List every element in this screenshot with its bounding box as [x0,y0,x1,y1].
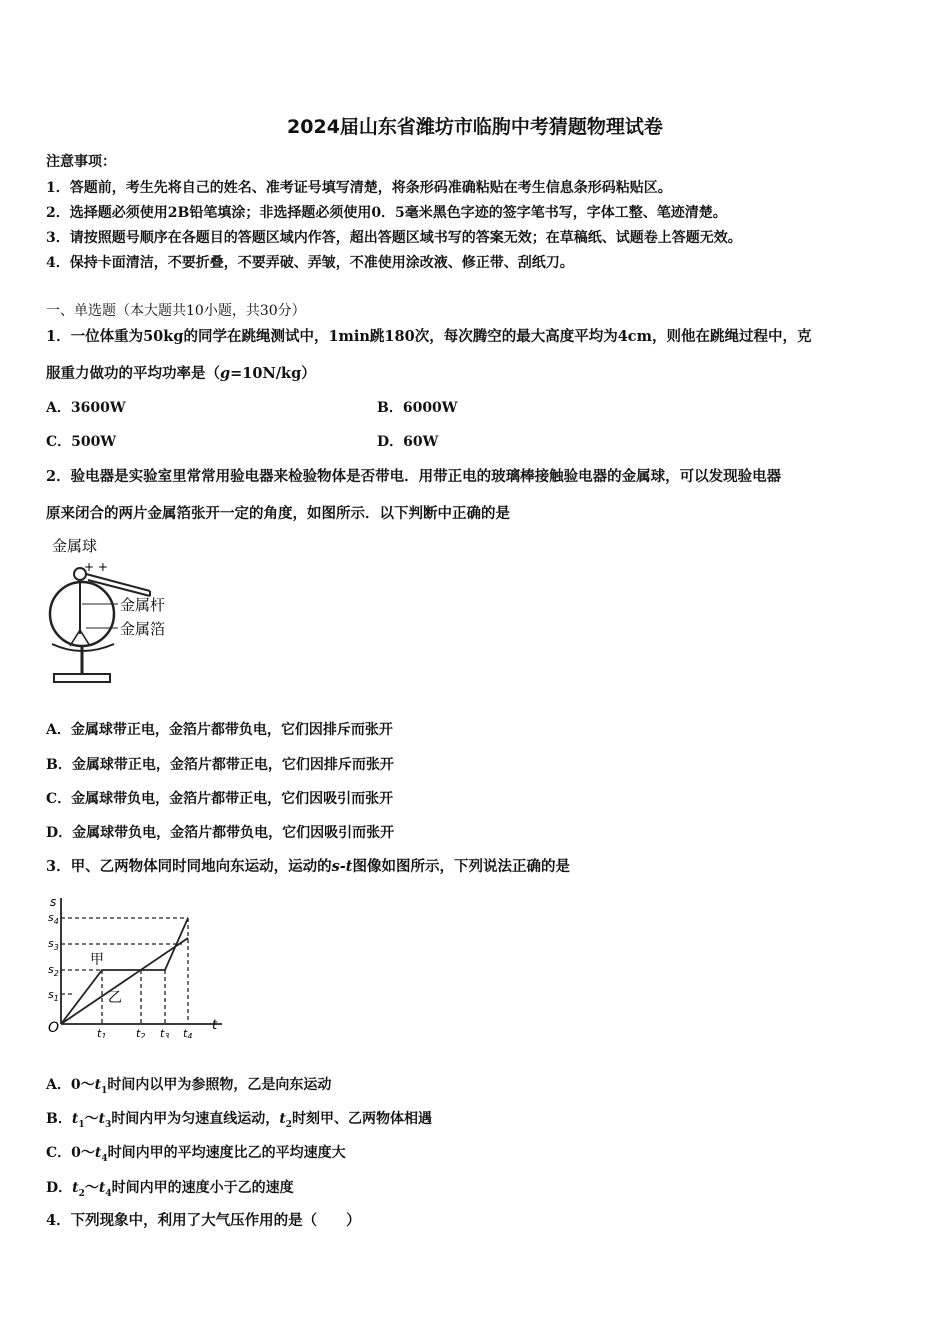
q1-option-d: D．60W [377,434,439,450]
q2-option-c: C．金属球带负电，金箔片都带正电，它们因吸引而张开 [46,791,394,807]
q1-option-a: A．3600W [46,400,126,416]
page-title: 2024届山东省潍坊市临朐中考猜题物理试卷 [287,116,663,138]
y-tick-s4: $s_4$ [48,911,59,926]
q3-option-c: C．$0\sim t_4$时间内甲的平均速度比乙的平均速度大 [46,1145,346,1164]
q3-option-a: A．$0\sim t_1$时间内以甲为参照物，乙是向东运动 [46,1077,332,1096]
ball-label: 金属球 [52,537,98,555]
y-tick-s3: $s_3$ [48,937,59,952]
foil-label: 金属箔 [120,620,166,638]
series-jia-label: 甲 [90,952,104,968]
q2-option-b: B．金属球带正电，金箔片都带正电，它们因排斥而张开 [46,757,394,773]
glass-jar [50,582,114,646]
notice-item: 4．保持卡面清洁，不要折叠，不要弄破、弄皱，不准使用涂改液、修正带、刮纸刀。 [46,255,574,271]
question-2-line1: 2．验电器是实验室里常常用验电器来检验物体是否带电．用带正电的玻璃棒接触验电器的金属球，可以发现验电器 [46,468,782,485]
q1-option-c: C．500W [46,434,117,450]
x-tick-t2: t2 [136,1027,146,1038]
electroscope-figure [44,534,204,692]
y-tick-s2: $s_2$ [48,963,59,978]
origin-label: O [48,1020,60,1036]
x-tick-t1: t1 [97,1027,107,1038]
series-yi [61,938,188,1024]
series-jia [61,918,188,1024]
charge-label: + + [84,560,108,574]
notice-item: 3．请按照题号顺序在各题目的答题区域内作答，超出答题区域书写的答案无效；在草稿纸、试题卷上答题无效。 [46,230,742,246]
x-axis-label: t [212,1018,218,1033]
notice-item: 1．答题前，考生先将自己的姓名、准考证号填写清楚，将条形码准确粘贴在考生信息条形码粘贴区。 [46,180,672,196]
question-2-line2: 原来闭合的两片金属箔张开一定的角度，如图所示．以下判断中正确的是 [46,505,510,522]
q1-option-b: B．6000W [377,400,458,416]
metal-ball [74,568,86,580]
base [54,674,110,682]
question-3-line1: 3．甲、乙两物体同时同地向东运动，运动的s-t图像如图所示，下列说法正确的是 [46,858,570,875]
q3-option-d: D．$t_2\sim t_4$时间内甲的速度小于乙的速度 [46,1180,294,1199]
question-1-line1: 1．一位体重为50kg的同学在跳绳测试中，1min跳180次，每次腾空的最大高度平均为4cm，则他在跳绳过程中，克 [46,328,812,345]
x-tick-t4: t4 [183,1027,193,1038]
notice-heading: 注意事项： [46,154,116,170]
metal-foil [70,630,80,646]
section-heading: 一、单选题（本大题共10小题，共30分） [46,303,306,319]
notice-item: 2．选择题必须使用2B铅笔填涂；非选择题必须使用0．5毫米黑色字迹的签字笔书写，字体工整、笔迹清楚。 [46,205,727,221]
rod-label: 金属杆 [120,596,166,614]
st-graph [44,886,229,1038]
y-tick-s1: $s_1$ [48,988,59,1003]
x-tick-t3: t3 [160,1027,170,1038]
q3-option-b: B．$t_1\sim t_3$时间内甲为匀速直线运动，$t_2$时刻甲、乙两物体相遇 [46,1111,433,1130]
q2-option-d: D．金属球带负电，金箔片都带负电，它们因吸引而张开 [46,825,395,841]
question-1-line2: 服重力做功的平均功率是（g=10N/kg） [46,365,316,382]
question-4-line1: 4．下列现象中，利用了大气压作用的是（ ） [46,1212,361,1229]
series-yi-label: 乙 [108,990,122,1006]
q2-option-a: A．金属球带正电，金箔片都带负电，它们因排斥而张开 [46,722,393,738]
y-axis-label: s [50,895,57,909]
